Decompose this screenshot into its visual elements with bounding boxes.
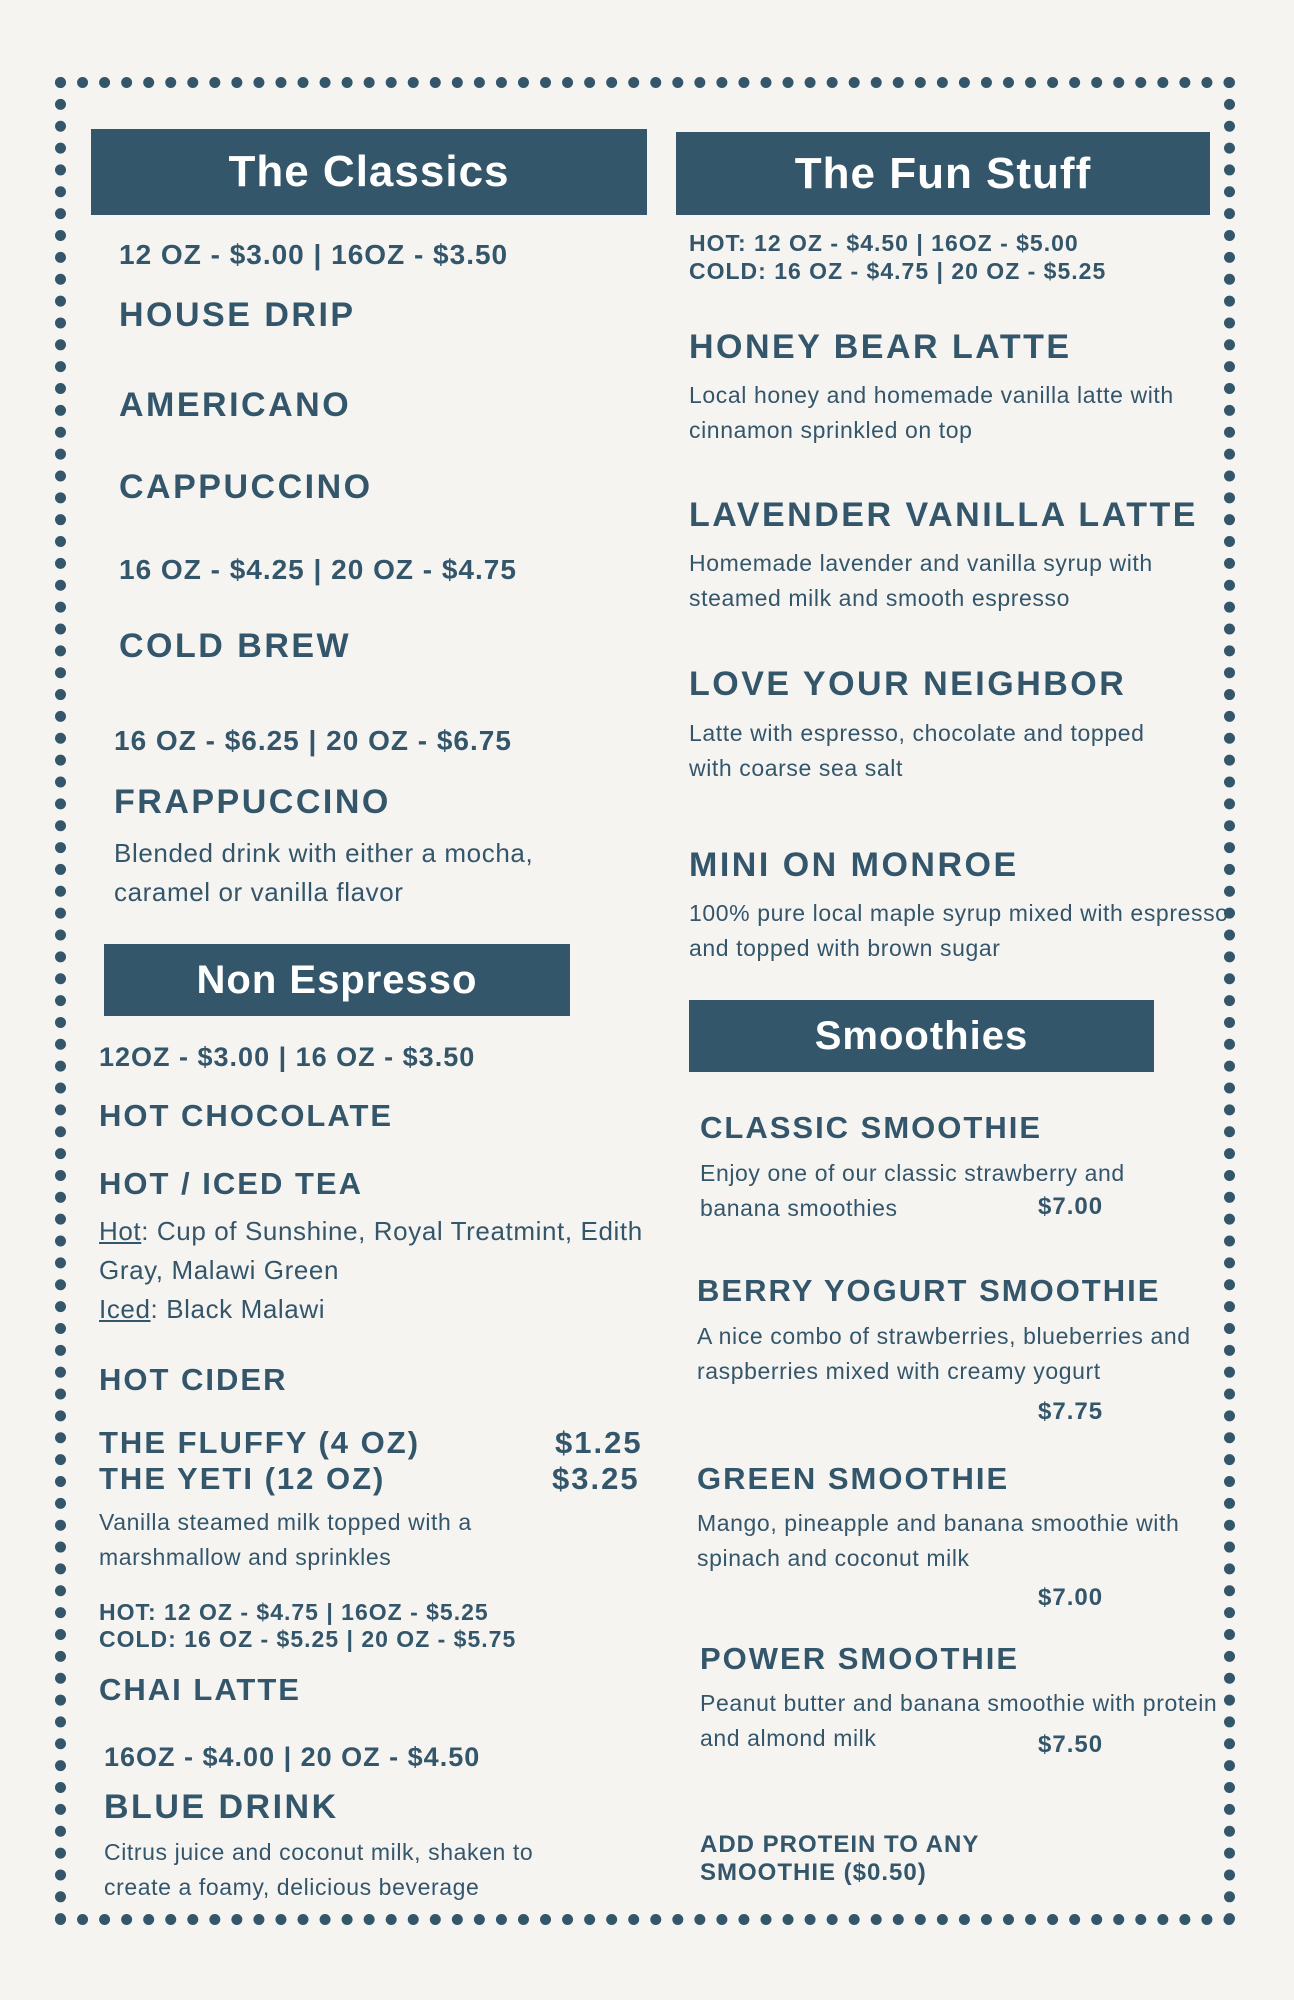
tea-iced-list: : Black Malawi	[150, 1294, 326, 1324]
blue-drink-item: BLUE DRINK	[104, 1788, 339, 1826]
yeti-price: $3.25	[552, 1461, 640, 1496]
power-smoothie-description: Peanut butter and banana smoothie with protein and almond milk	[700, 1690, 1218, 1751]
hot-cider-item: HOT CIDER	[99, 1362, 288, 1397]
fun-stuff-title: The Fun Stuff	[794, 148, 1092, 198]
fun-price-hot: HOT: 12 OZ - $4.50 | 16OZ - $5.00	[689, 230, 1079, 256]
fun-stuff-banner	[676, 132, 1210, 215]
green-smoothie-description: Mango, pineapple and banana smoothie with spinach and coconut milk	[697, 1510, 1180, 1571]
fluffy-price: $1.25	[555, 1425, 643, 1460]
classics-banner	[91, 129, 647, 215]
fluffy-item: THE FLUFFY (4 OZ)	[99, 1425, 421, 1460]
americano-item: AMERICANO	[119, 386, 352, 424]
chai-price-cold: COLD: 16 OZ - $5.25 | 20 OZ - $5.75	[99, 1626, 517, 1652]
non-espresso-banner	[104, 944, 570, 1016]
non-espresso-title: Non Espresso	[196, 957, 478, 1002]
tea-hot-list: : Cup of Sunshine, Royal Treatmint, Edith Gray, Malawi Green	[99, 1216, 643, 1285]
yeti-item: THE YETI (12 OZ)	[99, 1461, 386, 1496]
hot-chocolate-item: HOT CHOCOLATE	[99, 1098, 394, 1133]
lavender-vanilla-latte-description: Homemade lavender and vanilla syrup with steamed milk and smooth espresso	[689, 550, 1153, 611]
classics-title: The Classics	[228, 147, 510, 196]
honey-bear-latte-item: HONEY BEAR LATTE	[689, 328, 1072, 366]
tea-iced-label: Iced	[99, 1294, 151, 1324]
mini-on-monroe-item: MINI ON MONROE	[689, 846, 1019, 884]
house-drip-item: HOUSE DRIP	[119, 296, 356, 334]
tea-item: HOT / ICED TEA	[99, 1166, 363, 1201]
tea-iced-varieties	[99, 1290, 325, 1329]
smoothies-title: Smoothies	[814, 1013, 1029, 1058]
green-smoothie-price: $7.00	[1038, 1584, 1104, 1611]
protein-note-line-1: ADD PROTEIN TO ANY	[700, 1831, 980, 1858]
smoothies-banner	[689, 1000, 1154, 1072]
berry-yogurt-smoothie-description: A nice combo of strawberries, blueberries and raspberries mixed with creamy yogurt	[697, 1323, 1191, 1384]
honey-bear-latte-description: Local honey and homemade vanilla latte with cinnamon sprinkled on top	[689, 382, 1174, 443]
tea-hot-varieties	[99, 1212, 659, 1290]
fluffy-yeti-description: Vanilla steamed milk topped with a marshmallow and sprinkles	[99, 1509, 472, 1570]
non-espresso-price-line: 12OZ - $3.00 | 16 OZ - $3.50	[99, 1042, 476, 1072]
love-your-neighbor-item: LOVE YOUR NEIGHBOR	[689, 665, 1127, 703]
classic-smoothie-item: CLASSIC SMOOTHIE	[700, 1110, 1043, 1145]
classics-price-line-3: 16 OZ - $6.25 | 20 OZ - $6.75	[114, 725, 512, 756]
chai-latte-item: CHAI LATTE	[99, 1672, 301, 1707]
frappuccino-description: Blended drink with either a mocha, caramel or vanilla flavor	[114, 838, 534, 907]
chai-price-hot: HOT: 12 OZ - $4.75 | 16OZ - $5.25	[99, 1599, 489, 1625]
classics-price-line-2: 16 OZ - $4.25 | 20 OZ - $4.75	[119, 554, 517, 585]
classics-price-line-1: 12 OZ - $3.00 | 16OZ - $3.50	[119, 239, 509, 270]
fun-price-cold: COLD: 16 OZ - $4.75 | 20 OZ - $5.25	[689, 258, 1107, 284]
classic-smoothie-price: $7.00	[1038, 1193, 1104, 1220]
power-smoothie-item: POWER SMOOTHIE	[700, 1641, 1020, 1676]
berry-yogurt-smoothie-price: $7.75	[1038, 1398, 1104, 1425]
mini-on-monroe-description: 100% pure local maple syrup mixed with espresso and topped with brown sugar	[689, 900, 1229, 961]
green-smoothie-item: GREEN SMOOTHIE	[697, 1461, 1010, 1496]
love-your-neighbor-description: Latte with espresso, chocolate and topped with coarse sea salt	[689, 720, 1145, 781]
lavender-vanilla-latte-item: LAVENDER VANILLA LATTE	[689, 496, 1198, 534]
blue-drink-price: 16OZ - $4.00 | 20 OZ - $4.50	[104, 1742, 481, 1772]
frappuccino-item: FRAPPUCCINO	[114, 783, 391, 821]
blue-drink-description: Citrus juice and coconut milk, shaken to create a foamy, delicious beverage	[104, 1839, 534, 1900]
classic-smoothie-description: Enjoy one of our classic strawberry and banana smoothies	[700, 1160, 1125, 1221]
power-smoothie-price: $7.50	[1038, 1731, 1104, 1758]
berry-yogurt-smoothie-item: BERRY YOGURT SMOOTHIE	[697, 1273, 1161, 1308]
protein-note-line-2: SMOOTHIE ($0.50)	[700, 1859, 927, 1886]
tea-hot-label: Hot	[99, 1216, 142, 1246]
cold-brew-item: COLD BREW	[119, 627, 352, 665]
cappuccino-item: CAPPUCCINO	[119, 468, 373, 506]
